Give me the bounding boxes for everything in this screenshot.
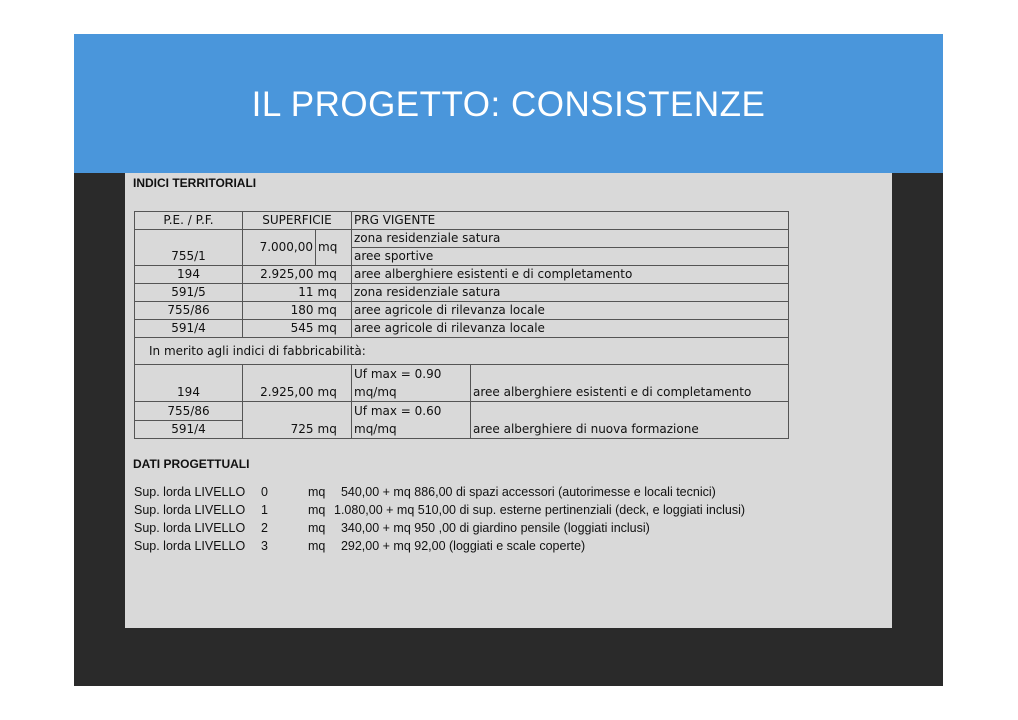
unit-cell: mq (316, 230, 352, 266)
section-title-progetto: DATI PROGETTUALI (133, 457, 250, 471)
pe-cell: 194 (135, 266, 243, 284)
prg-cell: zona residenziale satura (352, 284, 789, 302)
superficie-cell: 725 (243, 402, 316, 439)
slide (74, 34, 943, 686)
level-unit: mq (308, 503, 326, 517)
indici-table (134, 211, 789, 439)
table-note-row (135, 338, 789, 365)
pe-cell: 755/1 (135, 230, 243, 266)
superficie-cell: 7.000,00 (243, 230, 316, 266)
superficie-cell: 545 (243, 320, 316, 338)
col-header-prg: PRG VIGENTE (352, 212, 789, 230)
table-row (135, 284, 789, 302)
uf-cell (352, 402, 471, 439)
superficie-cell: 180 (243, 302, 316, 320)
unit-cell: mq (316, 284, 352, 302)
slide-title: IL PROGETTO: CONSISTENZE (251, 84, 766, 124)
prg-cell: zona residenziale satura (352, 230, 789, 248)
unit-cell: mq (316, 365, 352, 402)
table-row (135, 230, 789, 248)
fabbricabilita-note: In merito agli indici di fabbricabilità: (135, 338, 789, 365)
superficie-cell: 2.925,00 (243, 266, 316, 284)
title-bar (74, 34, 943, 173)
level-label: Sup. lorda LIVELLO (134, 539, 246, 553)
destinazione-cell: aree alberghiere di nuova formazione (471, 402, 789, 439)
table-row (135, 365, 789, 402)
table-row (135, 266, 789, 284)
uf-unit: mq/mq (354, 422, 397, 436)
unit-cell: mq (316, 402, 352, 439)
table-row (135, 320, 789, 338)
uf-value: Uf max = 0.90 (354, 367, 442, 381)
uf-unit: mq/mq (354, 385, 397, 399)
section-title-indici: INDICI TERRITORIALI (133, 176, 257, 190)
level-label: Sup. lorda LIVELLO (134, 503, 246, 517)
level-description: 292,00 + mq 92,00 (loggiati e scale coperte) (334, 539, 586, 553)
level-number: 1 (261, 503, 268, 517)
level-label: Sup. lorda LIVELLO (134, 485, 246, 499)
level-number: 0 (261, 485, 268, 499)
prg-cell: aree alberghiere esistenti e di completamento (352, 266, 789, 284)
pe-cell: 755/86 (135, 402, 243, 421)
prg-cell: aree agricole di rilevanza locale (352, 302, 789, 320)
content-panel (125, 173, 892, 628)
prg-cell: aree sportive (352, 248, 789, 266)
unit-cell: mq (316, 266, 352, 284)
level-description: 1.080,00 + mq 510,00 di sup. esterne pertinenziali (deck, e loggiati inclusi) (334, 503, 746, 517)
level-description: 340,00 + mq 950 ,00 di giardino pensile (loggiati inclusi) (334, 521, 650, 535)
superficie-cell: 11 (243, 284, 316, 302)
prg-cell: aree agricole di rilevanza locale (352, 320, 789, 338)
pe-cell: 194 (135, 365, 243, 402)
level-description: 540,00 + mq 886,00 di spazi accessori (autorimesse e locali tecnici) (334, 485, 716, 499)
table-header-row (135, 212, 789, 230)
pe-cell: 591/4 (135, 420, 243, 439)
table-row (135, 402, 789, 421)
col-header-superficie: SUPERFICIE (243, 212, 352, 230)
table-row (135, 302, 789, 320)
col-header-pe: P.E. / P.F. (135, 212, 243, 230)
level-number: 3 (261, 539, 268, 553)
superficie-cell: 2.925,00 (243, 365, 316, 402)
level-label: Sup. lorda LIVELLO (134, 521, 246, 535)
uf-value: Uf max = 0.60 (354, 404, 442, 418)
pe-cell: 591/5 (135, 284, 243, 302)
level-unit: mq (308, 521, 326, 535)
destinazione-cell: aree alberghiere esistenti e di completamento (471, 365, 789, 402)
level-unit: mq (308, 485, 326, 499)
uf-cell (352, 365, 471, 402)
level-number: 2 (261, 521, 268, 535)
pe-cell: 591/4 (135, 320, 243, 338)
unit-cell: mq (316, 320, 352, 338)
unit-cell: mq (316, 302, 352, 320)
pe-cell: 755/86 (135, 302, 243, 320)
level-unit: mq (308, 539, 326, 553)
